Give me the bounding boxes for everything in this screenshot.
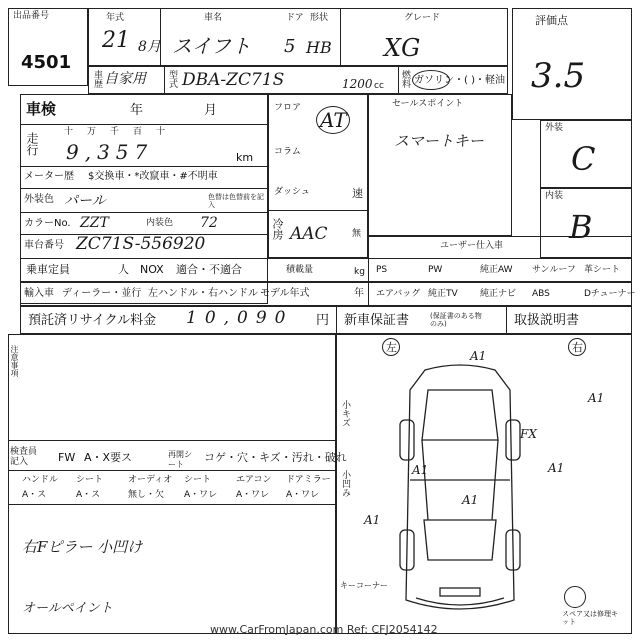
grade-row-6: A・ワレ xyxy=(286,490,320,500)
seat-label: 再開シート xyxy=(168,450,192,469)
handle-options: 左ハンドル・右ハンドル xyxy=(148,288,258,299)
damage-mark: A1 xyxy=(548,461,565,475)
history-value: 自家用 xyxy=(104,71,146,87)
lot-number: 4501 xyxy=(21,52,72,73)
audio-label: オーディオ xyxy=(128,475,173,485)
watermark: www.CarFromJapan.com Ref: CFJ2054142 xyxy=(210,623,438,636)
damage-mark: A1 xyxy=(588,391,605,405)
trans-value: AT xyxy=(320,108,347,132)
fuel-options: ガソリン・( )・軽油 xyxy=(414,75,505,86)
spare-label: スペア又は修理キット xyxy=(562,610,618,627)
dm-label: ドアミラー xyxy=(286,475,331,485)
interior-value: 72 xyxy=(200,215,218,231)
import-label: 輸入車 xyxy=(24,288,54,299)
score-box xyxy=(512,8,632,120)
year-word: 年 xyxy=(130,103,144,118)
speed-label: 速 xyxy=(352,187,363,200)
load-label: 積載量 xyxy=(286,265,314,275)
meter-options: $交換車・*改竄車・#不明車 xyxy=(88,171,218,182)
lot-label: 出品番号 xyxy=(13,11,50,21)
user-label: ユーザー仕入車 xyxy=(440,241,504,251)
column-label: コラム xyxy=(274,147,301,157)
ac-label: 冷房 xyxy=(271,218,284,240)
grade-row-2: A・ス xyxy=(76,490,101,500)
option-item: PW xyxy=(428,265,443,275)
option-item: 純正TV xyxy=(428,289,458,299)
shape-value: HB xyxy=(306,38,332,57)
color-no-label: カラーNo. xyxy=(24,218,71,229)
model-year-label: モデル年式 xyxy=(260,288,310,299)
load-unit: kg xyxy=(354,267,365,277)
recycle-unit: 円 xyxy=(316,313,330,328)
car-outline xyxy=(380,360,540,620)
sheet-label: シート xyxy=(184,475,212,485)
handle-label: ハンドル xyxy=(22,475,59,485)
exterior-grade-box xyxy=(540,120,632,188)
damage-mark: A1 xyxy=(364,513,381,527)
option-item: サンルーフ xyxy=(532,265,576,275)
exterior-color-value: パール xyxy=(64,193,106,209)
mileage-digits-header: 十万千百十 xyxy=(64,127,180,137)
caution-label: 注意事項 xyxy=(10,345,19,377)
score-value: 3.5 xyxy=(531,56,586,96)
cc-value: 1200 xyxy=(342,77,373,91)
cc-unit: cc xyxy=(374,81,384,91)
option-item: 純正AW xyxy=(480,265,513,275)
lot-box xyxy=(8,8,88,86)
floor-label: フロア xyxy=(274,103,302,113)
fuel-label: 燃料 xyxy=(400,70,410,88)
mileage-label: 走行 xyxy=(25,132,39,156)
exterior-color-label: 外装色 xyxy=(24,194,54,205)
option-item: Dチューナー xyxy=(584,289,636,299)
diagram-right-label: 右 xyxy=(572,341,583,354)
color-no-value: ZZT xyxy=(80,215,109,231)
chassis-value: ZC71S-556920 xyxy=(76,234,206,254)
manual-label: 取扱説明書 xyxy=(514,313,580,328)
score-label: 評価点 xyxy=(535,14,568,27)
import-options: ディーラー・並行 xyxy=(62,288,142,299)
sales-value: スマートキー xyxy=(394,132,484,150)
month-word: 月 xyxy=(204,103,218,118)
seat2-label: シート xyxy=(76,475,104,485)
option-item: 純正ナビ xyxy=(480,289,517,299)
option-item: 革シート xyxy=(584,265,621,275)
aircon-label: エアコン xyxy=(236,475,272,485)
none-label: 無 xyxy=(352,229,362,239)
interior-grade-label: 内装 xyxy=(545,191,564,201)
grade-row-4: A・ワレ xyxy=(184,490,218,500)
exterior-grade-value: C xyxy=(571,140,596,178)
grade-label: グレード xyxy=(404,13,441,23)
year-label: 年式 xyxy=(106,13,125,23)
chassis-label: 車台番号 xyxy=(24,240,64,251)
damage-mark: A1 xyxy=(412,463,429,477)
damage-mark: FX xyxy=(520,427,537,441)
grade-row-1: A・ス xyxy=(22,490,47,500)
model-value: DBA-ZC71S xyxy=(182,70,285,90)
year-value: 21 xyxy=(102,28,130,53)
option-item: エアバッグ xyxy=(376,289,421,299)
fuel-circle xyxy=(412,70,450,90)
handwritten-note-2: オールペイント xyxy=(22,601,113,616)
model-year-unit: 年 xyxy=(354,288,364,299)
warranty-note: (保証書のある物のみ) xyxy=(430,312,482,329)
warranty-label: 新車保証書 xyxy=(344,313,410,328)
handwritten-note-1: 右Fピラー 小凹け xyxy=(22,538,143,556)
shape-label: 形状 xyxy=(310,13,329,23)
interior-grade-value: B xyxy=(569,208,593,246)
exterior-grade-label: 外装 xyxy=(545,123,564,133)
name-label: 車名 xyxy=(204,13,223,23)
fw-options: A・X要ス xyxy=(84,451,133,464)
diagram-left-label: 左 xyxy=(386,341,397,354)
nox-options: 適合・不適合 xyxy=(176,263,242,276)
recycle-value: 10,090 xyxy=(186,308,294,328)
option-item: PS xyxy=(376,265,388,275)
doors-label: ドア xyxy=(286,13,304,23)
scratch-label: 小キズ xyxy=(340,400,350,427)
sales-label: セールスポイント xyxy=(392,99,464,109)
grade-row-3: 無し・欠 xyxy=(128,490,165,500)
ac-value: AAC xyxy=(290,224,328,244)
dash-label: ダッシュ xyxy=(274,187,310,197)
small-dent-label: 小凹み xyxy=(340,470,350,497)
capacity-label: 乗車定員 xyxy=(26,263,70,276)
doors-value: 5 xyxy=(284,36,296,57)
shaken-label: 車歴 xyxy=(92,70,102,88)
trans-circle xyxy=(316,106,350,134)
grade-row-5: A・ワレ xyxy=(236,490,270,500)
shaken-title: 車検 xyxy=(26,100,57,118)
capacity-unit: 人 xyxy=(118,263,129,276)
corner-label: キーコーナー xyxy=(340,581,388,590)
grade-value: XG xyxy=(384,34,421,62)
month-value: 8月 xyxy=(138,39,161,55)
recycle-label: 預託済リサイクル料金 xyxy=(28,313,157,328)
model-label: 型式 xyxy=(167,70,177,88)
option-item: ABS xyxy=(532,289,550,299)
interior-label: 内装色 xyxy=(146,218,174,228)
name-value: スイフト xyxy=(172,34,251,58)
nox-label: NOX xyxy=(140,263,164,276)
fw-label: FW xyxy=(58,451,76,464)
mileage-unit: km xyxy=(236,151,254,164)
check-label: 検査員記入 xyxy=(10,447,38,467)
interior-grade-box xyxy=(540,188,632,258)
meter-label: メーター歴 xyxy=(24,171,74,182)
damage-mark: A1 xyxy=(470,349,487,363)
damage-mark: A1 xyxy=(462,493,479,507)
seat-options: コゲ・穴・キズ・汚れ・破れ xyxy=(204,451,347,464)
sales-block xyxy=(368,94,512,236)
mileage-value: 9,357 xyxy=(66,140,154,164)
color-note: 色替は色替前を記入 xyxy=(208,193,264,210)
